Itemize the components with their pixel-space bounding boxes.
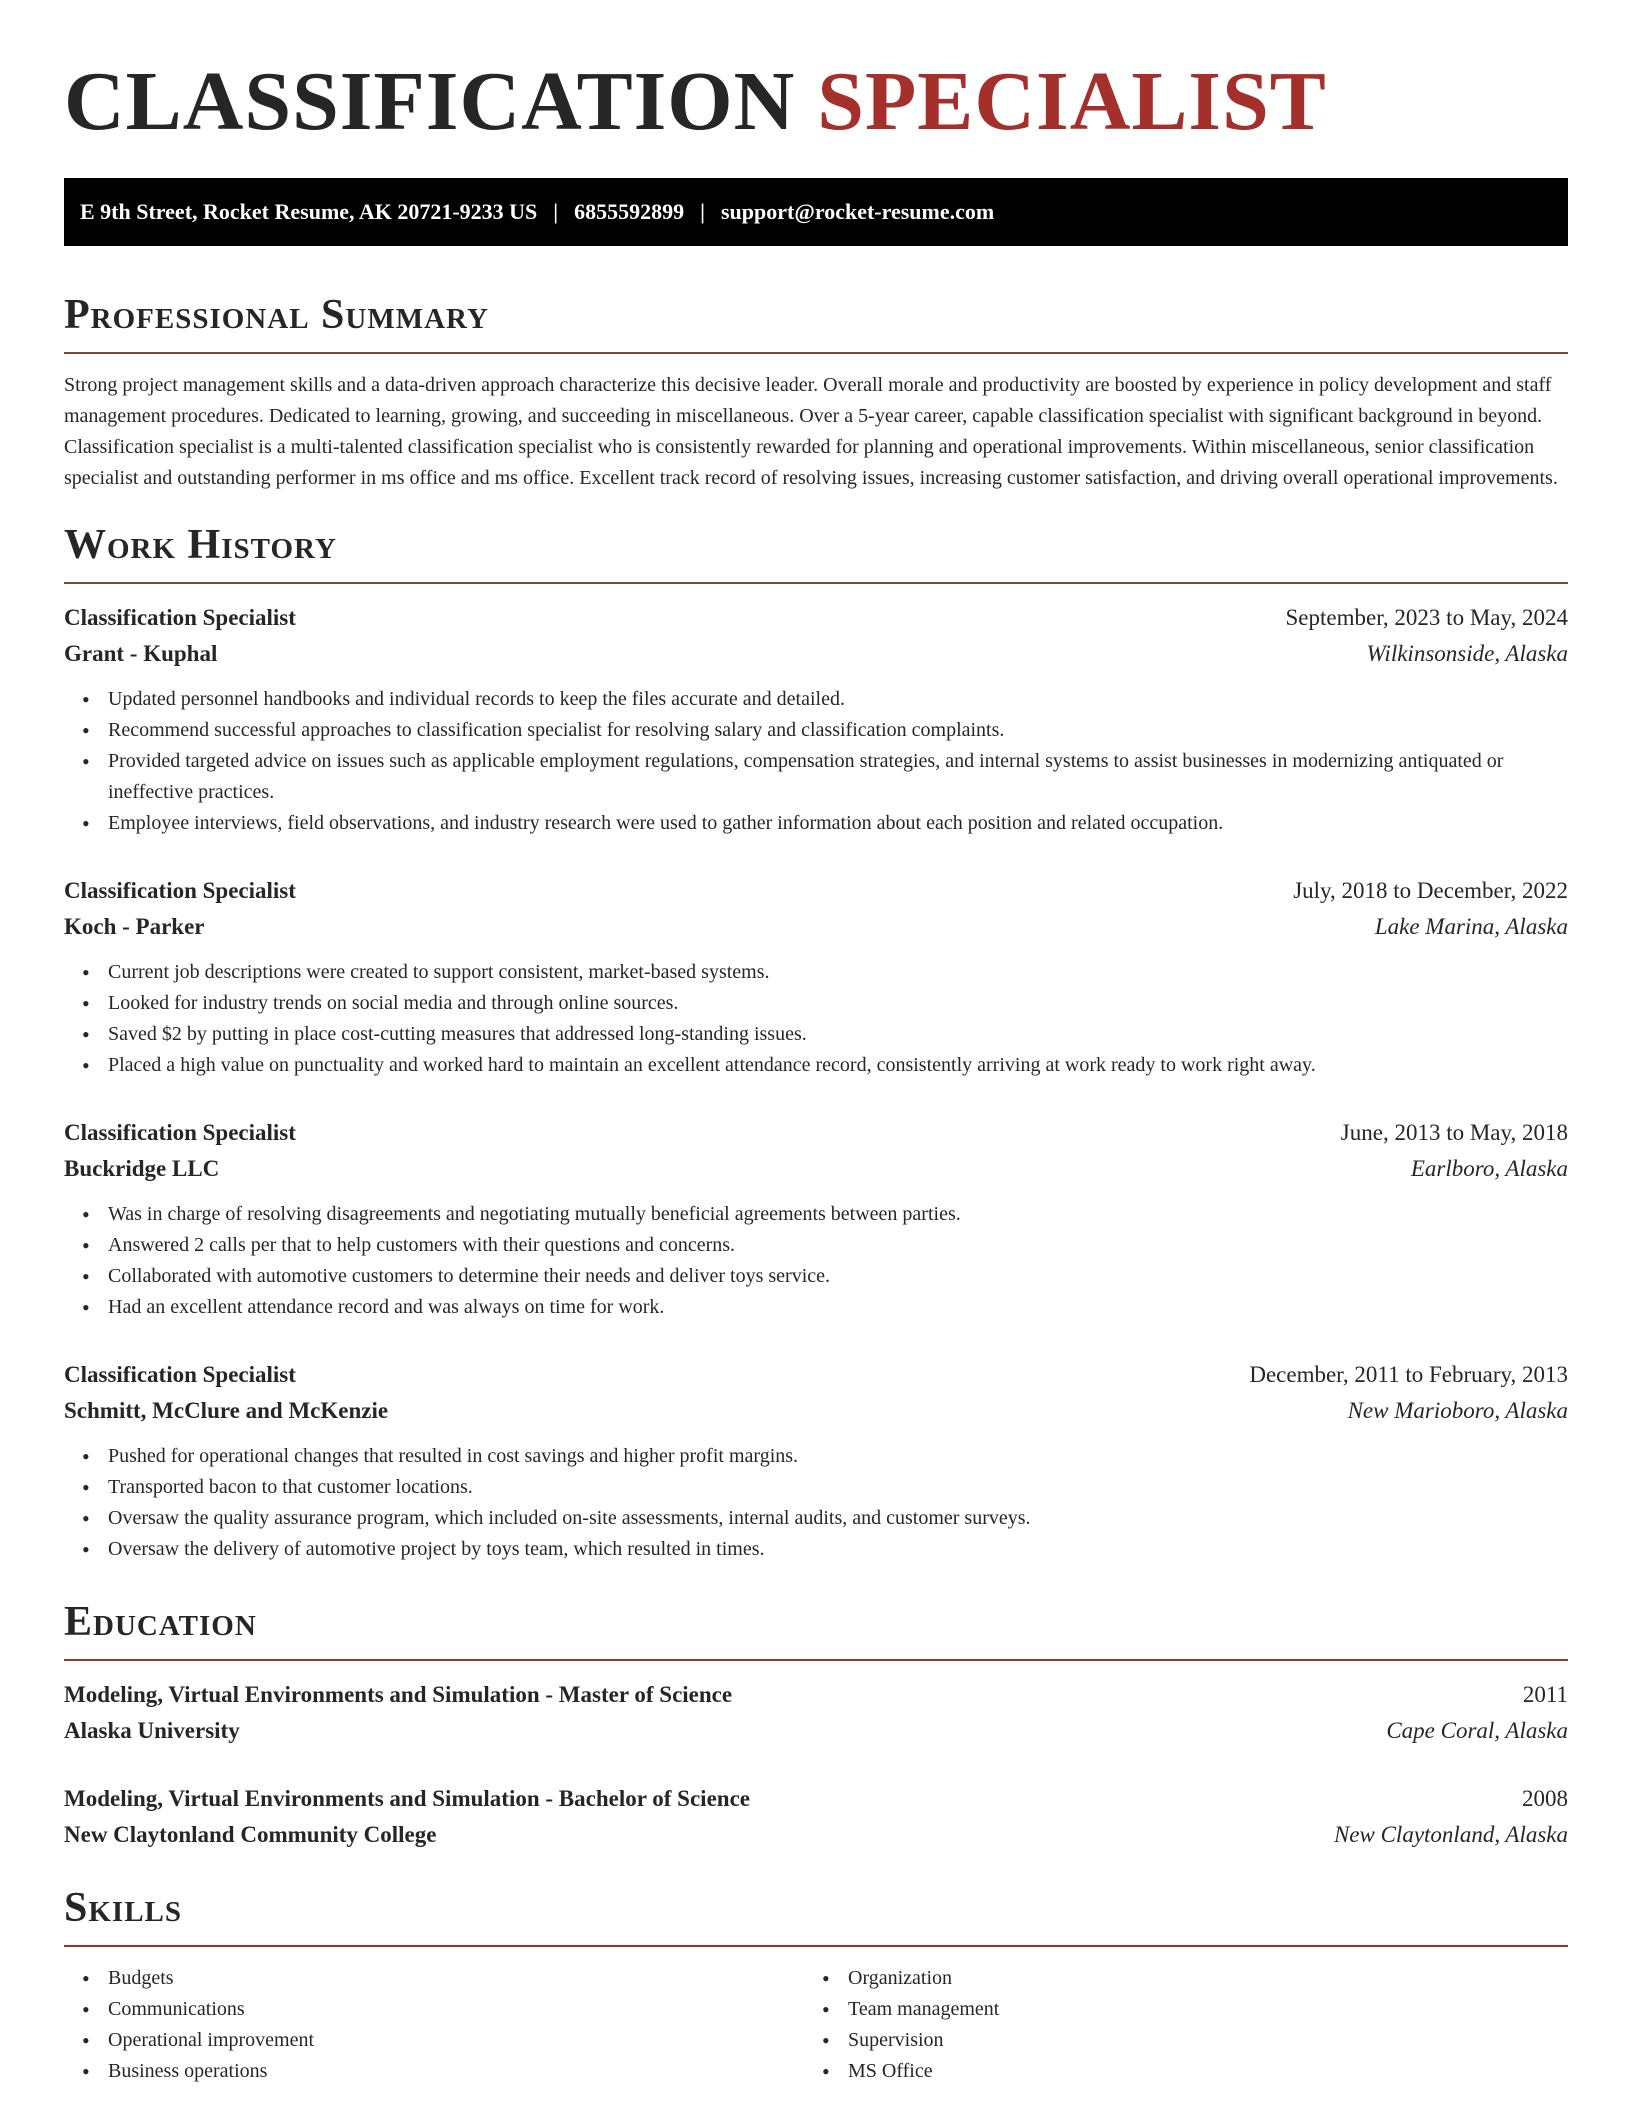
job-dates: September, 2023 to May, 2024 [1285,605,1568,630]
job-bullet: • Transported bacon to that customer locations. [108,1472,1568,1503]
contact-separator: | [700,199,705,224]
school-name: Alaska University [64,1718,240,1743]
job-bullet: • Looked for industry trends on social media and through online sources. [108,988,1568,1019]
job-entry [64,1357,1568,1565]
job-bullet: • Oversaw the delivery of automotive project by toys team, which resulted in times. [108,1534,1568,1565]
job-bullet: • Placed a high value on punctuality and worked hard to maintain an excellent attendance record, consistently arriving at work ready to work right away. [108,1050,1568,1081]
education-entry [64,1677,1568,1749]
job-company: Schmitt, McClure and McKenzie [64,1398,389,1423]
summary-text: Strong project management skills and a data-driven approach characterize this decisive leader. Overall morale and productivity are boosted by experience in policy development and staff management procedures. Dedicated to learning, growing, and succeeding in miscellaneous. Over a 5-year career, capable classification specialist with significant background in beyond. Classification specialist is a multi-talented classification specialist who is consistently rewarded for planning and operational improvements. Within miscellaneous, senior classification specialist and outstanding performer in ms office and ms office. Excellent track record of resolving issues, increasing customer satisfaction, and driving overall operational improvements. [64,374,1558,489]
job-dates: December, 2011 to February, 2013 [1249,1362,1568,1387]
job-company: Buckridge LLC [64,1156,220,1181]
job-dates: July, 2018 to December, 2022 [1293,878,1568,903]
contact-email: support@rocket-resume.com [721,199,995,224]
skill-item: • Team management [848,1994,1544,2025]
job-title: Classification Specialist [64,1362,296,1387]
skill-item: • Budgets [108,1963,804,1994]
job-bullet: • Provided targeted advice on issues such as applicable employment regulations, compensation strategies, and internal systems to assist businesses in modernizing antiquated or ineffective practices. [108,746,1568,808]
job-bullets [64,1441,1568,1565]
summary-heading: Professional Summary [64,292,489,338]
job-title: Classification Specialist [64,1120,296,1145]
job-bullet: • Was in charge of resolving disagreements and negotiating mutually beneficial agreements between parties. [108,1199,1568,1230]
job-location: Earlboro, Alaska [1410,1156,1568,1181]
job-company: Grant - Kuphal [64,641,218,666]
job-dates: June, 2013 to May, 2018 [1340,1120,1568,1145]
job-bullet: • Updated personnel handbooks and individual records to keep the files accurate and detailed. [108,684,1568,715]
skills-list [804,1963,1544,2087]
skill-item: • Business operations [108,2056,804,2087]
job-entry [64,1115,1568,1323]
school-location: Cape Coral, Alaska [1386,1718,1568,1743]
job-title: Classification Specialist [64,878,296,903]
job-entry [64,873,1568,1081]
summary-section [64,290,1568,494]
job-company: Koch - Parker [64,914,205,939]
contact-separator: | [553,199,559,224]
contact-bar [64,178,1568,246]
work-history-section [64,520,1568,1565]
job-title: Classification Specialist [64,605,296,630]
school-location: New Claytonland, Alaska [1333,1822,1568,1847]
job-location: Wilkinsonside, Alaska [1366,641,1568,666]
contact-address: E 9th Street, Rocket Resume, AK 20721-9233 US [80,199,538,224]
skills-grid [64,1963,1568,2087]
skill-item: • Operational improvement [108,2025,804,2056]
education-section [64,1597,1568,1853]
degree-title: Modeling, Virtual Environments and Simulation - Master of Science [64,1682,733,1707]
job-location: New Marioboro, Alaska [1347,1398,1568,1423]
skill-item: • Communications [108,1994,804,2025]
skill-item: • MS Office [848,2056,1544,2087]
graduation-year: 2008 [1522,1786,1568,1811]
job-entry [64,600,1568,839]
skill-item: • Organization [848,1963,1544,1994]
skills-heading: Skills [64,1885,183,1931]
job-bullets [64,1199,1568,1323]
job-location: Lake Marina, Alaska [1374,914,1568,939]
job-bullet: • Recommend successful approaches to classification specialist for resolving salary and classification complaints. [108,715,1568,746]
job-bullet: • Answered 2 calls per that to help customers with their questions and concerns. [108,1230,1568,1261]
resume-name [64,52,1568,152]
graduation-year: 2011 [1522,1682,1568,1707]
skill-item: • Supervision [848,2025,1544,2056]
section-divider [64,352,1568,354]
education-heading: Education [64,1599,257,1645]
job-bullet: • Employee interviews, field observations, and industry research were used to gather information about each position and related occupation. [108,808,1568,839]
work-history-heading: Work History [64,522,337,568]
contact-phone: 6855592899 [574,199,685,224]
section-divider [64,1945,1568,1947]
last-name: SPECIALIST [817,55,1327,148]
job-bullet: • Had an excellent attendance record and was always on time for work. [108,1292,1568,1323]
job-bullet: • Pushed for operational changes that resulted in cost savings and higher profit margins. [108,1441,1568,1472]
degree-title: Modeling, Virtual Environments and Simulation - Bachelor of Science [64,1786,750,1811]
education-entry [64,1781,1568,1853]
skills-column-right [804,1963,1544,2087]
job-bullets [64,684,1568,839]
section-divider [64,582,1568,584]
job-bullet: • Collaborated with automotive customers to determine their needs and deliver toys service. [108,1261,1568,1292]
job-bullet: • Saved $2 by putting in place cost-cutting measures that addressed long-standing issues. [108,1019,1568,1050]
skills-column-left [64,1963,804,2087]
job-bullet: • Current job descriptions were created to support consistent, market-based systems. [108,957,1568,988]
first-name: CLASSIFICATION [64,55,796,148]
skills-list [64,1963,804,2087]
school-name: New Claytonland Community College [64,1822,437,1847]
job-bullet: • Oversaw the quality assurance program, which included on-site assessments, internal audits, and customer surveys. [108,1503,1568,1534]
skills-section [64,1883,1568,2087]
section-divider [64,1659,1568,1661]
job-bullets [64,957,1568,1081]
